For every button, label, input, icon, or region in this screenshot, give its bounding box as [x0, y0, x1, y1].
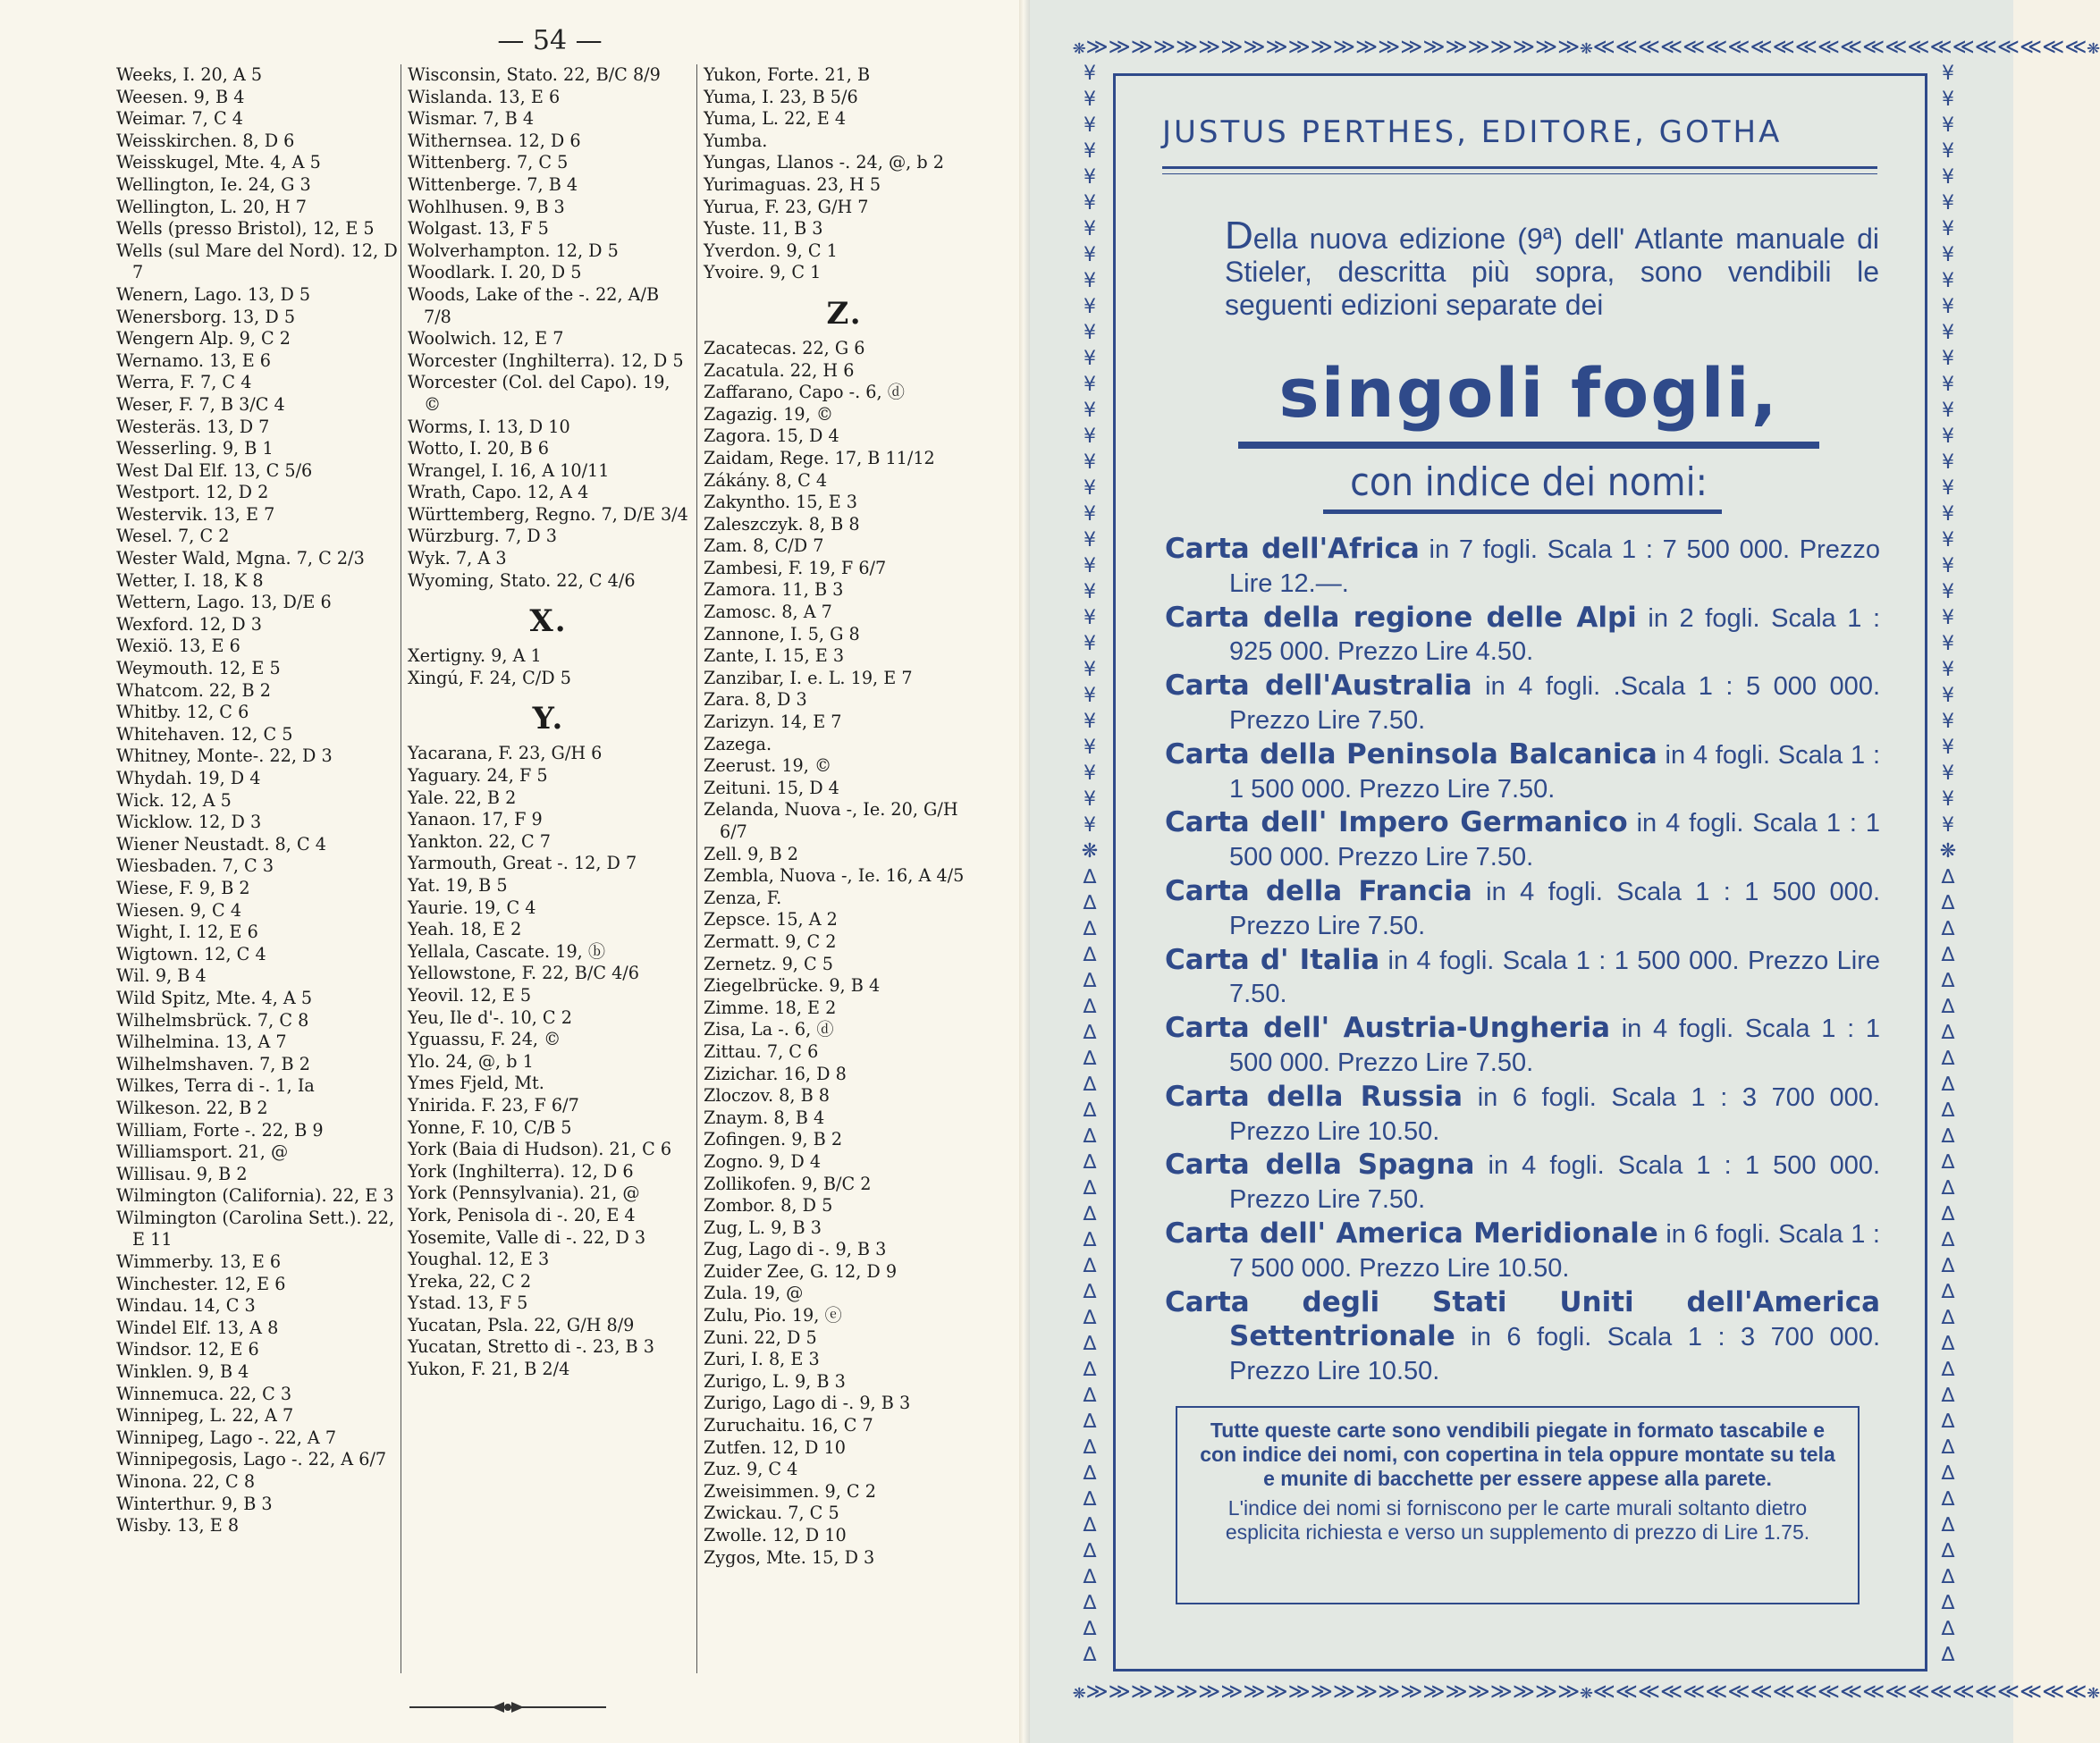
index-entry: Wilhelmina. 13, A 7 — [116, 1031, 287, 1053]
column-rule — [696, 64, 697, 1673]
map-offer — [1165, 944, 1880, 1013]
index-entry: Yungas, Llanos -. 24, @, b 2 — [704, 152, 944, 173]
index-entry: Wenern, Lago. 13, D 5 — [116, 283, 311, 305]
index-entry: Woolwich. 12, E 7 — [408, 328, 564, 349]
index-entry: Zombor. 8, D 5 — [704, 1195, 833, 1217]
map-offer-detail: in 7 fogli. Scala 1 : 7 500 000. Prezzo Lire 12.—. — [1229, 535, 1880, 598]
index-entry: Wiener Neustadt. 8, C 4 — [116, 833, 326, 855]
index-entry: Zepsce. 15, A 2 — [704, 909, 838, 930]
map-offer-list — [1165, 533, 1880, 1389]
index-entry: Werra, F. 7, C 4 — [116, 372, 252, 393]
index-entry: Zuni. 22, D 5 — [704, 1326, 817, 1348]
index-entry: Yguassu, F. 24, © — [408, 1029, 561, 1050]
map-offer-detail: in 4 fogli. Scala 1 : 1 500 000. Prezzo Lire 7.50. — [1229, 809, 1881, 872]
index-column-1 — [116, 64, 398, 1537]
index-entry: Wiesbaden. 7, C 3 — [116, 855, 274, 877]
ornament-border-bottom: ❋≫≫≫≫≫≫≫≫≫≫≫≫≫≫≫≫≫≫≫≫≫≫❋≪≪≪≪≪≪≪≪≪≪≪≪≪≪≪≪≪≪≪≪≪≪❋ — [1073, 1679, 2100, 1704]
index-entry: Yurimaguas. 23, H 5 — [704, 173, 881, 195]
index-entry: Zacatula. 22, H 6 — [704, 359, 855, 381]
index-entry: Whydah. 19, D 4 — [116, 768, 261, 788]
index-entry: Yaguary. 24, F 5 — [408, 765, 548, 787]
index-entry: Zell. 9, B 2 — [704, 843, 798, 864]
index-entry: Wittenberge. 7, B 4 — [408, 173, 578, 195]
index-entry: Yucatan, Psla. 22, G/H 8/9 — [408, 1314, 635, 1335]
index-entry: Zwolle. 12, D 10 — [704, 1525, 847, 1545]
index-entry: Weymouth. 12, E 5 — [116, 658, 281, 679]
index-entry: Wiesen. 9, C 4 — [116, 899, 242, 921]
index-entry: Yosemite, Valle di -. 22, D 3 — [408, 1226, 646, 1248]
index-entry: Wotto, I. 20, B 6 — [408, 438, 549, 459]
index-entry: Zuider Zee, G. 12, D 9 — [704, 1260, 898, 1282]
index-entry: Wilhelmsbrück. 7, C 8 — [116, 1009, 309, 1031]
map-offer-title: Carta dell' Austria-Ungheria — [1165, 1012, 1610, 1045]
index-entry: Yuma, L. 22, E 4 — [704, 108, 847, 130]
index-entry: Weeks, I. 20, A 5 — [116, 64, 263, 85]
index-entry: Zamosc. 8, A 7 — [704, 602, 832, 623]
index-entry: Zembla, Nuova -, Ie. 16, A 4/5 — [704, 865, 965, 887]
index-entry: Westeräs. 13, D 7 — [116, 416, 270, 437]
index-entry: Yukon, Forte. 21, B — [704, 64, 871, 85]
index-entry: Wells (sul Mare del Nord). 12, D 7 — [116, 240, 398, 283]
index-entry: Yukon, F. 21, B 2/4 — [408, 1359, 570, 1380]
index-entry: Zagora. 15, D 4 — [704, 425, 839, 447]
map-offer-detail: in 4 fogli. .Scala 1 : 5 000 000. Prezzo Lire 7.50. — [1229, 672, 1880, 735]
subhead-rule — [1323, 509, 1722, 514]
map-offer-detail: in 4 fogli. Scala 1 : 1 500 000. Prezzo Lire 7.50. — [1229, 877, 1880, 940]
index-entry: Wells (presso Bristol), 12, E 5 — [116, 218, 375, 240]
map-offer — [1165, 875, 1880, 944]
index-entry: Winnipeg, Lago -. 22, A 7 — [116, 1427, 337, 1448]
index-entry: Zanzibar, I. e. L. 19, E 7 — [704, 667, 913, 688]
advert-intro — [1225, 214, 1879, 322]
index-entry: Yarmouth, Great -. 12, D 7 — [408, 853, 637, 874]
index-entry: Wick. 12, A 5 — [116, 789, 232, 811]
index-entry: Zambesi, F. 19, F 6/7 — [704, 557, 887, 578]
index-entry: Zula. 19, @ — [704, 1283, 804, 1304]
index-entry: Windsor. 12, E 6 — [116, 1339, 259, 1360]
index-entry: Wilkes, Terra di -. 1, Ia — [116, 1075, 315, 1097]
index-entry: Zaffarano, Capo -. 6, ⓓ — [704, 382, 905, 403]
index-entry: Zulu, Pio. 19, ⓔ — [704, 1305, 842, 1326]
index-entry: Yat. 19, B 5 — [408, 875, 508, 896]
index-entry: Zelanda, Nuova -, Ie. 20, G/H 6/7 — [704, 799, 958, 842]
index-entry: Wellington, L. 20, H 7 — [116, 196, 307, 217]
index-entry: Yuste. 11, B 3 — [704, 218, 823, 240]
index-entry: Würzburg. 7, D 3 — [408, 526, 557, 547]
index-entry: Williamsport. 21, @ — [116, 1141, 289, 1163]
index-entry: York, Penisola di -. 20, E 4 — [408, 1204, 636, 1225]
map-offer-title: Carta dell'Australia — [1165, 669, 1472, 703]
index-entry: Xertigny. 9, A 1 — [408, 645, 542, 667]
index-entry: Yale. 22, B 2 — [408, 787, 517, 808]
map-offer-detail: in 4 fogli. Scala 1 : 1 500 000. Prezzo Lire 7.50. — [1229, 1151, 1881, 1215]
index-entry: Winnipegosis, Lago -. 22, A 6/7 — [116, 1449, 387, 1470]
intro-text: ella nuova edizione (9ª) dell' Atlante manuale di Stieler, descritta più sopra, sono vendibili le seguenti edizioni separate dei — [1225, 223, 1879, 321]
index-entry: Ylo. 24, @, b 1 — [408, 1050, 534, 1072]
index-entry: Zweisimmen. 9, C 2 — [704, 1480, 876, 1502]
index-entry: Wild Spitz, Mte. 4, A 5 — [116, 987, 313, 1008]
index-entry: Worms, I. 13, D 10 — [408, 416, 570, 437]
index-entry: Yeah. 18, E 2 — [408, 919, 522, 940]
index-entry: Wyoming, Stato. 22, C 4/6 — [408, 569, 636, 591]
map-offer-title: Carta della regione delle Alpi — [1165, 601, 1637, 634]
section-letter-x: X. — [529, 603, 568, 640]
map-offer-title: Carta dell'Africa — [1165, 533, 1420, 565]
index-entry: Wesel. 7, C 2 — [116, 526, 230, 547]
index-entry: Zurigo, L. 9, B 3 — [704, 1370, 846, 1392]
index-entry: Whitney, Monte-. 22, D 3 — [116, 745, 333, 767]
index-entry: Zagazig. 19, © — [704, 403, 834, 425]
index-entry: Winnemuca. 22, C 3 — [116, 1383, 292, 1404]
index-entry: Wenersborg. 13, D 5 — [116, 306, 296, 327]
index-entry: West Dal Elf. 13, C 5/6 — [116, 459, 313, 481]
index-entry: Zuri, I. 8, E 3 — [704, 1349, 820, 1370]
index-entry: Weisskugel, Mte. 4, A 5 — [116, 152, 321, 173]
index-entry: Wellington, Ie. 24, G 3 — [116, 173, 311, 195]
map-offer-detail: in 4 fogli. Scala 1 : 1 500 000. Prezzo Lire 7.50. — [1229, 740, 1880, 804]
index-entry: Wengern Alp. 9, C 2 — [116, 328, 291, 349]
advert-headline: singoli fogli, — [1278, 353, 1779, 433]
index-entry: Zittau. 7, C 6 — [704, 1040, 819, 1062]
publisher-rule — [1162, 173, 1877, 174]
map-offer-title: Carta della Spagna — [1165, 1149, 1475, 1182]
map-offer — [1165, 1081, 1880, 1149]
index-entry: Xingú, F. 24, C/D 5 — [408, 667, 571, 688]
index-entry: Zenza, F. — [704, 887, 782, 908]
index-entry: Whitehaven. 12, C 5 — [116, 723, 293, 745]
index-entry: Ziegelbrücke. 9, B 4 — [704, 975, 881, 997]
index-entry: Wolverhampton. 12, D 5 — [408, 240, 619, 261]
index-entry: Zamora. 11, B 3 — [704, 579, 844, 601]
advert-subhead: con indice dei nomi: — [1350, 459, 1708, 505]
index-entry: Zam. 8, C/D 7 — [704, 535, 824, 557]
map-offer-detail: in 6 fogli. Scala 1 : 7 500 000. Prezzo Lire 10.50. — [1229, 1219, 1880, 1283]
index-entry: Winklen. 9, B 4 — [116, 1361, 249, 1383]
index-entry: Zacatecas. 22, G 6 — [704, 337, 865, 358]
index-entry: Zimme. 18, E 2 — [704, 997, 837, 1018]
index-entry: Wohlhusen. 9, B 3 — [408, 196, 565, 217]
index-entry: Yonne, F. 10, C/B 5 — [408, 1116, 572, 1138]
map-offer-title: Carta d' Italia — [1165, 943, 1380, 976]
index-entry: Willisau. 9, B 2 — [116, 1163, 248, 1184]
index-entry: Wiese, F. 9, B 2 — [116, 877, 250, 898]
publisher-rule — [1162, 166, 1877, 169]
index-entry: Zeituni. 15, D 4 — [704, 777, 839, 798]
index-entry: Zaleszczyk. 8, B 8 — [704, 513, 860, 535]
index-entry: Znaym. 8, B 4 — [704, 1107, 825, 1128]
index-entry: Weisskirchen. 8, D 6 — [116, 130, 295, 151]
map-offer-detail: in 2 fogli. Scala 1 : 925 000. Prezzo Lire 4.50. — [1229, 603, 1880, 667]
index-entry: Zeerust. 19, © — [704, 755, 832, 777]
map-offer — [1165, 1217, 1880, 1286]
index-entry: Wernamo. 13, E 6 — [116, 349, 272, 371]
index-entry: Youghal. 12, E 3 — [408, 1249, 550, 1270]
index-entry: Wrangel, I. 16, A 10/11 — [408, 459, 610, 481]
index-entry: Wimmerby. 13, E 6 — [116, 1251, 282, 1273]
notice-bold-text: Tutte queste carte sono vendibili piegate in formato tascabile e con indice dei nomi, con copertina in tela oppure montate su tela e munite di bacchette per essere appese alla parete. — [1200, 1419, 1835, 1490]
index-entry: Withernsea. 12, D 6 — [408, 130, 581, 151]
map-offer-title: Carta degli Stati Uniti dell'America Settentrionale — [1165, 1285, 1880, 1353]
index-entry: Zollikofen. 9, B/C 2 — [704, 1173, 872, 1194]
index-entry: Wismar. 7, B 4 — [408, 108, 535, 130]
index-entry: Wexford. 12, D 3 — [116, 613, 262, 635]
drop-cap: D — [1225, 214, 1253, 257]
index-entry: Winchester. 12, E 6 — [116, 1273, 286, 1294]
index-entry: Wexiö. 13, E 6 — [116, 636, 240, 657]
index-entry: Yellowstone, F. 22, B/C 4/6 — [408, 963, 639, 984]
index-entry: Yucatan, Stretto di -. 23, B 3 — [408, 1336, 654, 1358]
advert-notice-box — [1176, 1406, 1860, 1604]
ornament-border-right: ¥ ¥ ¥ ¥ ¥ ¥ ¥ ¥ ¥ ¥ ¥ ¥ ¥ ¥ ¥ ¥ ¥ ¥ ¥ ¥ ¥ ¥ ¥ ¥ ¥ ¥ ¥ ¥ ¥ ¥ ❋ ∆ ∆ ∆ ∆ ∆ ∆ ∆ ∆ ∆ ∆ ∆ ∆ ∆ ∆ ∆ ∆ ∆ ∆ ∆ ∆ ∆ ∆ ∆ ∆ ∆ ∆ ∆ ∆ ∆ ∆ ∆ — [1939, 63, 1957, 1666]
index-entry: Wrath, Capo. 12, A 4 — [408, 482, 589, 503]
index-entry: Zuruchaitu. 16, C 7 — [704, 1415, 873, 1436]
index-entry: Yurua, F. 23, G/H 7 — [704, 196, 869, 217]
index-entry: Wisby. 13, E 8 — [116, 1515, 240, 1537]
index-entry: Yuma, I. 23, B 5/6 — [704, 86, 858, 107]
index-entry: Wilhelmshaven. 7, B 2 — [116, 1053, 310, 1074]
ornament-border-top: ❋≫≫≫≫≫≫≫≫≫≫≫≫≫≫≫≫≫≫≫≫≫≫❋≪≪≪≪≪≪≪≪≪≪≪≪≪≪≪≪≪≪≪≪≪≪❋ — [1073, 34, 2100, 59]
index-entry: Yankton. 22, C 7 — [408, 830, 552, 852]
index-entry: Wilmington (California). 22, E 3 — [116, 1185, 394, 1207]
index-entry: Westport. 12, D 2 — [116, 482, 269, 503]
notice-plain-text: L'indice dei nomi si forniscono per le carte murali soltanto dietro esplicita richiesta e verso un supplemento di prezzo di Lire 1.75. — [1225, 1496, 1810, 1544]
index-entry: Yanaon. 17, F 9 — [408, 809, 543, 830]
publisher-heading: JUSTUS PERTHES, EDITORE, GOTHA — [1162, 114, 1783, 150]
index-entry: Yeovil. 12, E 5 — [408, 984, 532, 1006]
index-entry: Ymes Fjeld, Mt. — [408, 1073, 544, 1094]
map-offer-detail: in 4 fogli. Scala 1 : 1 500 000. Prezzo Lire 7.50. — [1229, 1015, 1880, 1077]
map-offer — [1165, 602, 1880, 670]
index-entry: Yaurie. 19, C 4 — [408, 897, 536, 918]
index-entry: Yumba. — [704, 130, 768, 151]
index-entry: Yverdon. 9, C 1 — [704, 240, 838, 261]
index-entry: Wettern, Lago. 13, D/E 6 — [116, 592, 332, 613]
index-entry: Zloczov. 8, B 8 — [704, 1085, 831, 1107]
index-entry: Wilkeson. 22, B 2 — [116, 1097, 268, 1118]
map-offer — [1165, 1286, 1880, 1389]
index-entry: Yreka, 22, C 2 — [408, 1270, 532, 1292]
index-entry: William, Forte -. 22, B 9 — [116, 1119, 324, 1141]
index-entry: Winona. 22, C 8 — [116, 1471, 256, 1492]
index-entry: Windau. 14, C 3 — [116, 1295, 256, 1317]
index-entry: Woods, Lake of the -. 22, A/B 7/8 — [408, 283, 660, 327]
index-entry: Wigtown. 12, C 4 — [116, 943, 266, 964]
index-entry: Ynirida. F. 23, F 6/7 — [408, 1094, 579, 1116]
index-entry: Zákány. 8, C 4 — [704, 469, 828, 491]
index-entry: Winterthur. 9, B 3 — [116, 1493, 273, 1514]
index-entry: Wolgast. 13, F 5 — [408, 218, 549, 240]
map-offer-detail: in 4 fogli. Scala 1 : 1 500 000. Prezzo Lire 7.50. — [1229, 946, 1881, 1009]
index-entry: Wetter, I. 18, K 8 — [116, 569, 264, 591]
map-offer-detail: in 6 fogli. Scala 1 : 3 700 000. Prezzo Lire 10.50. — [1229, 1323, 1880, 1386]
index-entry: Wester Wald, Mgna. 7, C 2/3 — [116, 548, 365, 569]
index-entry: Wisconsin, Stato. 22, B/C 8/9 — [408, 64, 661, 85]
map-offer-detail: in 6 fogli. Scala 1 : 3 700 000. Prezzo Lire 10.50. — [1229, 1082, 1880, 1146]
map-offer-title: Carta della Francia — [1165, 874, 1472, 907]
map-offer — [1165, 533, 1880, 602]
index-entry: Ystad. 13, F 5 — [408, 1293, 528, 1314]
map-offer — [1165, 806, 1880, 875]
index-entry: Zernetz. 9, C 5 — [704, 953, 833, 974]
index-entry: Wyk. 7, A 3 — [408, 548, 507, 569]
index-entry: Zuz. 9, C 4 — [704, 1459, 798, 1480]
index-entry: Winnipeg, L. 22, A 7 — [116, 1405, 294, 1427]
section-letter-z: Z. — [826, 295, 863, 332]
index-entry: Yvoire. 9, C 1 — [704, 262, 822, 283]
index-entry: Wicklow. 12, D 3 — [116, 812, 262, 833]
index-entry: Württemberg, Regno. 7, D/E 3/4 — [408, 503, 688, 525]
index-entry: Zazega. — [704, 733, 772, 754]
section-letter-y: Y. — [532, 701, 565, 737]
index-entry: Wittenberg. 7, C 5 — [408, 152, 569, 173]
map-offer-title: Carta della Peninsola Balcanica — [1165, 737, 1657, 770]
index-entry: Wil. 9, B 4 — [116, 965, 207, 987]
index-entry: Zogno. 9, D 4 — [704, 1150, 822, 1172]
index-entry: Zurigo, Lago di -. 9, B 3 — [704, 1393, 911, 1414]
map-offer — [1165, 1012, 1880, 1081]
index-entry: Wight, I. 12, E 6 — [116, 922, 258, 943]
index-entry: Zannone, I. 5, G 8 — [704, 623, 860, 644]
index-entry: Windel Elf. 13, A 8 — [116, 1317, 279, 1338]
page-number: — 54 — — [497, 25, 603, 56]
index-entry: Worcester (Col. del Capo). 19, © — [408, 372, 670, 415]
index-entry: Wilmington (Carolina Sett.). 22, E 11 — [116, 1207, 395, 1250]
index-entry: Yellala, Cascate. 19, ⓑ — [408, 940, 606, 962]
index-column-3 — [704, 64, 985, 1569]
map-offer — [1165, 1149, 1880, 1217]
index-entry: Zara. 8, D 3 — [704, 689, 807, 711]
index-entry: Zaidam, Rege. 17, B 11/12 — [704, 447, 935, 468]
index-entry: Weimar. 7, C 4 — [116, 108, 243, 130]
index-entry: Westervik. 13, E 7 — [116, 503, 275, 525]
index-entry: Zygos, Mte. 15, D 3 — [704, 1546, 875, 1568]
end-ornament — [409, 1698, 606, 1716]
index-entry: Yeu, Ile d'-. 10, C 2 — [408, 1006, 572, 1028]
index-entry: Zwickau. 7, C 5 — [704, 1503, 839, 1524]
map-offer-title: Carta della Russia — [1165, 1080, 1463, 1113]
index-entry: Zarizyn. 14, E 7 — [704, 712, 842, 733]
index-entry: Zakyntho. 15, E 3 — [704, 492, 858, 513]
index-entry: Zermatt. 9, C 2 — [704, 930, 837, 952]
index-entry: Wislanda. 13, E 6 — [408, 86, 561, 107]
index-entry: Zizichar. 16, D 8 — [704, 1063, 847, 1084]
index-entry: York (Baia di Hudson). 21, C 6 — [408, 1139, 672, 1160]
map-offer — [1165, 738, 1880, 807]
ornament-border-left: ¥ ¥ ¥ ¥ ¥ ¥ ¥ ¥ ¥ ¥ ¥ ¥ ¥ ¥ ¥ ¥ ¥ ¥ ¥ ¥ ¥ ¥ ¥ ¥ ¥ ¥ ¥ ¥ ¥ ¥ ❋ ∆ ∆ ∆ ∆ ∆ ∆ ∆ ∆ ∆ ∆ ∆ ∆ ∆ ∆ ∆ ∆ ∆ ∆ ∆ ∆ ∆ ∆ ∆ ∆ ∆ ∆ ∆ ∆ ∆ ∆ ∆ — [1081, 63, 1099, 1666]
index-entry: Whitby. 12, C 6 — [116, 702, 249, 723]
index-entry: Zutfen. 12, D 10 — [704, 1436, 846, 1458]
map-offer-title: Carta dell' Impero Germanico — [1165, 806, 1628, 839]
index-entry: Weesen. 9, B 4 — [116, 86, 245, 107]
headline-rule — [1238, 442, 1819, 449]
index-entry: Zofingen. 9, B 2 — [704, 1129, 843, 1150]
index-entry: Woodlark. I. 20, D 5 — [408, 262, 582, 283]
map-offer — [1165, 669, 1880, 738]
index-entry: Zante, I. 15, E 3 — [704, 645, 845, 667]
index-entry: Worcester (Inghilterra). 12, D 5 — [408, 349, 684, 371]
index-column-2 — [408, 64, 689, 1381]
index-entry: Zug, L. 9, B 3 — [704, 1217, 822, 1238]
index-entry: Wesserling. 9, B 1 — [116, 438, 274, 459]
map-offer-title: Carta dell' America Meridionale — [1165, 1217, 1658, 1250]
index-entry: York (Pennsylvania). 21, @ — [408, 1183, 640, 1204]
index-entry: Zug, Lago di -. 9, B 3 — [704, 1239, 887, 1260]
index-entry: York (Inghilterra). 12, D 6 — [408, 1160, 634, 1182]
index-entry: Zisa, La -. 6, ⓓ — [704, 1019, 834, 1040]
index-entry: Whatcom. 22, B 2 — [116, 679, 271, 701]
index-entry: Yacarana, F. 23, G/H 6 — [408, 743, 603, 764]
index-entry: Weser, F. 7, B 3/C 4 — [116, 393, 285, 415]
book-gutter — [1019, 0, 1030, 1743]
